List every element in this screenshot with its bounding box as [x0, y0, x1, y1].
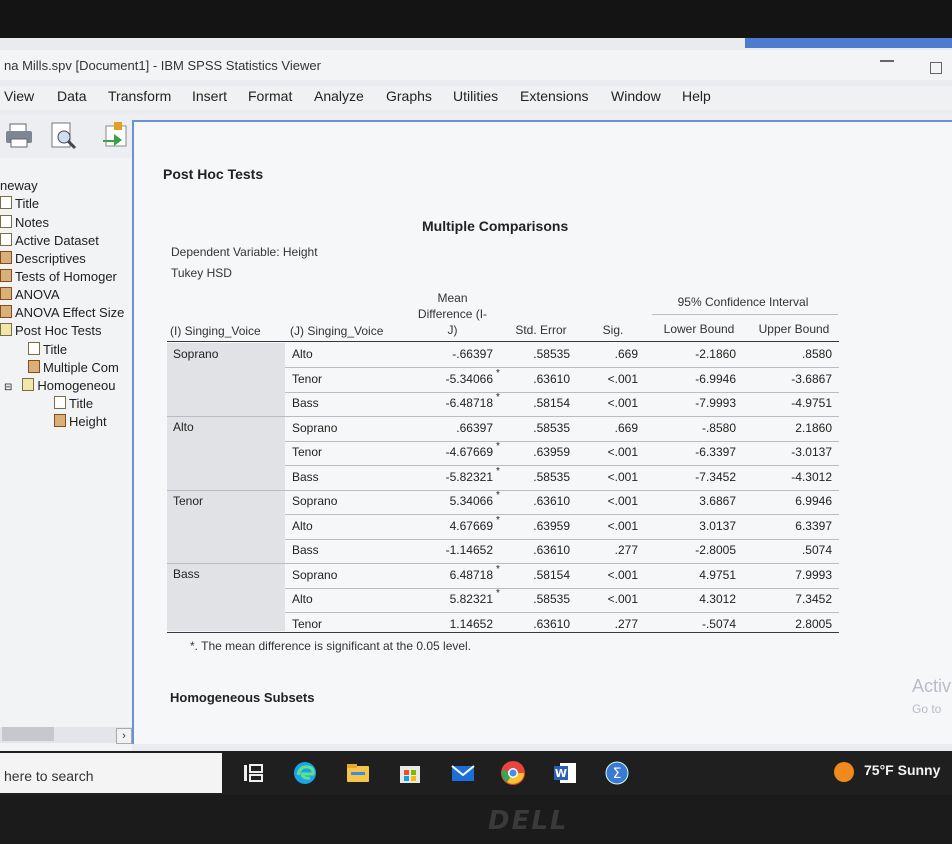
- document-icon: [0, 196, 12, 209]
- nav-oneway[interactable]: [0, 178, 38, 193]
- col-i-group: (I) Singing_Voice: [170, 324, 261, 338]
- cell-j-group: Soprano: [292, 421, 338, 435]
- nav-anova-label: ANOVA: [15, 287, 60, 302]
- table-icon: [28, 360, 40, 373]
- menu-utilities[interactable]: Utilities: [453, 88, 499, 104]
- significance-star: *: [496, 588, 500, 599]
- table-icon: [0, 305, 12, 318]
- cell-lower-bound: 4.9751: [699, 568, 736, 582]
- cell-std-error: .63959: [533, 445, 570, 459]
- cell-std-error: .63610: [533, 372, 570, 386]
- cell-mean-diff: -.66397: [452, 347, 493, 361]
- cell-sig: <.001: [607, 445, 638, 459]
- cell-j-group: Bass: [292, 543, 319, 557]
- document-icon: [0, 233, 12, 246]
- cell-upper-bound: -4.9751: [791, 396, 832, 410]
- cell-mean-diff: 6.48718: [449, 568, 493, 582]
- footnote: *. The mean difference is significant at the 0.05 level.: [190, 639, 472, 653]
- nav-post-hoc-label: Post Hoc Tests: [15, 323, 102, 338]
- row-divider: [167, 563, 839, 564]
- nav-notes-label: Notes: [15, 215, 49, 230]
- cell-mean-diff: 4.67669: [449, 519, 493, 533]
- edge-icon[interactable]: [292, 760, 318, 786]
- outline-hscroll-thumb[interactable]: [2, 727, 54, 741]
- col-ci: 95% Confidence Interval: [677, 295, 809, 309]
- cell-std-error: .58154: [533, 396, 570, 410]
- cell-upper-bound: -4.3012: [791, 470, 832, 484]
- cell-std-error: .58535: [533, 470, 570, 484]
- col-mean-diff-1: Mean: [437, 291, 468, 305]
- cell-upper-bound: 2.8005: [795, 617, 832, 631]
- nav-homogeneous-title-label: Title: [69, 396, 94, 411]
- nav-title-label: Title: [15, 196, 40, 211]
- significance-star: *: [496, 564, 500, 575]
- cell-std-error: .63610: [533, 617, 570, 631]
- svg-text:W: W: [554, 767, 568, 780]
- cell-sig: <.001: [607, 568, 638, 582]
- monitor-bezel-bottom: [0, 795, 952, 844]
- significance-star: *: [496, 368, 500, 379]
- spss-icon[interactable]: [604, 760, 630, 786]
- cell-mean-diff: 5.34066: [449, 494, 493, 508]
- mail-icon[interactable]: [450, 760, 476, 786]
- cell-upper-bound: 6.9946: [795, 494, 832, 508]
- maximize-icon[interactable]: [930, 62, 942, 74]
- folder-icon: [0, 323, 12, 336]
- file-explorer-icon[interactable]: [345, 760, 371, 786]
- nav-descriptives[interactable]: [0, 251, 86, 266]
- cell-j-group: Tenor: [292, 372, 323, 386]
- print-icon[interactable]: [4, 120, 34, 150]
- cell-upper-bound: -3.6867: [791, 372, 832, 386]
- cell-sig: <.001: [607, 396, 638, 410]
- cell-sig: <.001: [607, 494, 638, 508]
- nav-notes[interactable]: [0, 215, 49, 230]
- nav-post-hoc-title[interactable]: [28, 342, 67, 357]
- nav-descriptives-label: Descriptives: [15, 251, 86, 266]
- col-std-error: Std. Error: [515, 323, 567, 337]
- cell-upper-bound: .5074: [801, 543, 832, 557]
- row-divider: [285, 612, 839, 613]
- monitor-logo: DELL: [488, 806, 569, 836]
- menu-help[interactable]: Help: [682, 88, 711, 104]
- col-mean-diff-3: J): [447, 323, 458, 337]
- menu-view[interactable]: View: [4, 88, 35, 104]
- menu-insert[interactable]: Insert: [192, 88, 228, 104]
- cell-mean-diff: -5.34066: [445, 372, 493, 386]
- cell-upper-bound: -3.0137: [791, 445, 832, 459]
- row-divider: [167, 416, 839, 417]
- col-upper: Upper Bound: [758, 322, 830, 336]
- cell-std-error: .58154: [533, 568, 570, 582]
- cell-j-group: Soprano: [292, 494, 338, 508]
- nav-post-hoc-title-label: Title: [43, 342, 68, 357]
- significance-star: *: [496, 441, 500, 452]
- cell-std-error: .58535: [533, 592, 570, 606]
- section-title: Post Hoc Tests: [163, 166, 264, 182]
- nav-tests-homogeneity[interactable]: [0, 269, 117, 284]
- activation-watermark: Activ: [912, 676, 952, 696]
- col-lower: Lower Bound: [663, 322, 735, 336]
- method-label: Tukey HSD: [171, 266, 232, 280]
- activation-watermark-sub: Go to: [912, 702, 942, 716]
- cell-std-error: .63610: [533, 494, 570, 508]
- row-divider: [285, 441, 839, 442]
- cell-j-group: Soprano: [292, 568, 338, 582]
- cell-sig: <.001: [607, 470, 638, 484]
- table-icon: [0, 251, 12, 264]
- group-soprano: Soprano: [173, 347, 219, 361]
- document-icon: [54, 396, 66, 409]
- cell-mean-diff: -5.82321: [445, 470, 493, 484]
- cell-sig: .277: [614, 617, 638, 631]
- col-mean-diff-2: Difference (I-: [417, 307, 488, 321]
- row-divider: [285, 392, 839, 393]
- nav-anova-effect-size-label: ANOVA Effect Size: [15, 305, 125, 320]
- menu-data[interactable]: Data: [57, 88, 87, 104]
- significance-star: *: [496, 515, 500, 526]
- cell-upper-bound: 7.3452: [795, 592, 832, 606]
- group-alto: Alto: [173, 420, 194, 434]
- title-accent-strip: [745, 38, 952, 48]
- cell-j-group: Bass: [292, 470, 319, 484]
- significance-star: *: [496, 490, 500, 501]
- dependent-variable: Dependent Variable: Height: [171, 245, 318, 259]
- header-rule: [167, 341, 839, 342]
- cell-j-group: Tenor: [292, 445, 323, 459]
- nav-anova-effect-size[interactable]: [0, 305, 124, 320]
- cell-upper-bound: 6.3397: [795, 519, 832, 533]
- cell-std-error: .63959: [533, 519, 570, 533]
- nav-height-label: Height: [69, 414, 107, 429]
- cell-upper-bound: .8580: [801, 347, 832, 361]
- cell-lower-bound: -6.3397: [695, 445, 736, 459]
- cell-sig: .669: [614, 347, 638, 361]
- cell-lower-bound: -7.3452: [695, 470, 736, 484]
- cell-lower-bound: -7.9993: [695, 396, 736, 410]
- table-icon: [0, 269, 12, 282]
- nav-homogeneous-title[interactable]: [54, 396, 93, 411]
- nav-multiple-comparisons[interactable]: [28, 360, 119, 375]
- row-divider: [285, 588, 839, 589]
- cell-j-group: Tenor: [292, 617, 323, 631]
- cell-lower-bound: -.8580: [701, 421, 736, 435]
- cell-j-group: Alto: [292, 592, 313, 606]
- cell-std-error: .63610: [533, 543, 570, 557]
- cell-mean-diff: -1.14652: [445, 543, 493, 557]
- print-preview-icon[interactable]: [48, 120, 78, 150]
- cell-lower-bound: 3.6867: [699, 494, 736, 508]
- row-divider: [285, 465, 839, 466]
- footer-rule: [167, 632, 839, 633]
- cell-lower-bound: -2.1860: [695, 347, 736, 361]
- significance-star: *: [496, 466, 500, 477]
- menu-window[interactable]: Window: [611, 88, 661, 104]
- cell-std-error: .58535: [533, 347, 570, 361]
- collapse-icon[interactable]: ⊟: [4, 382, 13, 393]
- nav-height[interactable]: [54, 414, 107, 429]
- window-title: na Mills.spv [Document1] - IBM SPSS Statistics Viewer: [4, 58, 321, 73]
- nav-anova[interactable]: [0, 287, 60, 302]
- table-title: Multiple Comparisons: [422, 218, 569, 234]
- cell-j-group: Bass: [292, 396, 319, 410]
- group-bass: Bass: [173, 567, 200, 581]
- nav-homogeneous[interactable]: [4, 378, 115, 393]
- weather-text[interactable]: 75°F Sunny: [864, 762, 941, 778]
- cell-upper-bound: 2.1860: [795, 421, 832, 435]
- cell-sig: .277: [614, 543, 638, 557]
- menu-analyze[interactable]: Analyze: [314, 88, 364, 104]
- folder-icon: [22, 378, 34, 391]
- cell-mean-diff: -6.48718: [445, 396, 493, 410]
- minimize-icon[interactable]: [880, 60, 894, 62]
- col-sig: Sig.: [602, 323, 624, 337]
- menu-extensions[interactable]: Extensions: [520, 88, 589, 104]
- cell-j-group: Alto: [292, 347, 313, 361]
- nav-oneway-label: neway: [0, 178, 38, 193]
- menu-transform[interactable]: Transform: [108, 88, 172, 104]
- significance-star: *: [496, 392, 500, 403]
- nav-title[interactable]: [0, 196, 39, 211]
- group-tenor: Tenor: [173, 494, 204, 508]
- scroll-right-icon[interactable]: ›: [116, 728, 132, 744]
- menu-format[interactable]: Format: [248, 88, 293, 104]
- outline-pane: [0, 158, 132, 758]
- cell-lower-bound: -.5074: [701, 617, 736, 631]
- cell-sig: <.001: [607, 592, 638, 606]
- svg-text:Σ: Σ: [612, 766, 622, 782]
- nav-multiple-comparisons-label: Multiple Com: [43, 360, 119, 375]
- row-divider: [285, 514, 839, 515]
- cell-sig: <.001: [607, 519, 638, 533]
- group-column-shade: [167, 343, 285, 631]
- cell-upper-bound: 7.9993: [795, 568, 832, 582]
- nav-homogeneous-label: Homogeneou: [37, 378, 116, 393]
- row-divider: [167, 490, 839, 491]
- monitor-bezel-top: [0, 0, 952, 38]
- nav-tests-homogeneity-label: Tests of Homoger: [15, 269, 117, 284]
- menu-graphs[interactable]: Graphs: [386, 88, 432, 104]
- cell-lower-bound: -6.9946: [695, 372, 736, 386]
- store-icon[interactable]: [397, 760, 423, 786]
- cell-mean-diff: 1.14652: [449, 617, 493, 631]
- row-divider: [285, 539, 839, 540]
- col-j-group: (J) Singing_Voice: [290, 324, 384, 338]
- cell-j-group: Alto: [292, 519, 313, 533]
- cell-lower-bound: 3.0137: [699, 519, 736, 533]
- table-icon: [54, 414, 66, 427]
- row-divider: [285, 367, 839, 368]
- task-view-icon[interactable]: [240, 760, 266, 786]
- cell-mean-diff: 5.82321: [449, 592, 493, 606]
- export-icon[interactable]: [100, 120, 130, 150]
- chrome-icon[interactable]: [500, 760, 526, 786]
- nav-active-dataset[interactable]: [0, 233, 99, 248]
- document-icon: [0, 215, 12, 228]
- ci-divider: [652, 314, 838, 315]
- cell-mean-diff: .66397: [456, 421, 493, 435]
- word-icon[interactable]: [552, 760, 578, 786]
- cell-sig: <.001: [607, 372, 638, 386]
- nav-post-hoc[interactable]: [0, 323, 101, 338]
- taskbar-search-placeholder: here to search: [4, 768, 94, 784]
- nav-active-dataset-label: Active Dataset: [15, 233, 99, 248]
- cell-sig: .669: [614, 421, 638, 435]
- table-icon: [0, 287, 12, 300]
- cell-lower-bound: -2.8005: [695, 543, 736, 557]
- cell-mean-diff: -4.67669: [445, 445, 493, 459]
- homogeneous-subsets-title: Homogeneous Subsets: [170, 690, 315, 705]
- cell-lower-bound: 4.3012: [699, 592, 736, 606]
- weather-sun-icon: [834, 762, 854, 782]
- cell-std-error: .58535: [533, 421, 570, 435]
- document-icon: [28, 342, 40, 355]
